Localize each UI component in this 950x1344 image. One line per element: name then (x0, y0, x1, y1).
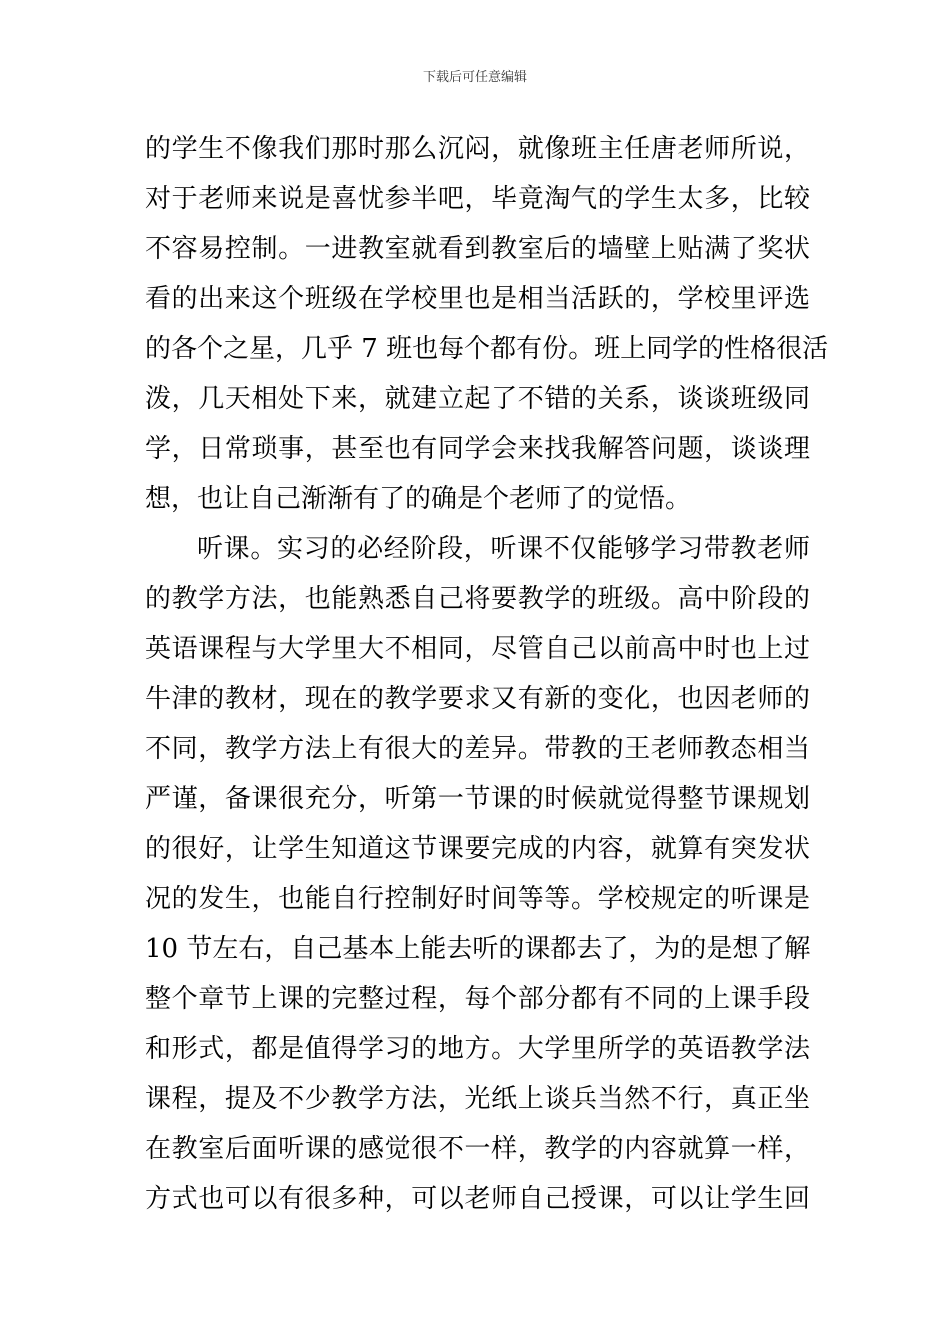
text-line: 对于老师来说是喜忧参半吧，毕竟淘气的学生太多，比较 (145, 184, 810, 214)
text-line: 不同，教学方法上有很大的差异。带教的王老师教态相当 (145, 734, 810, 764)
text-line: 在教室后面听课的感觉很不一样，教学的内容就算一样， (145, 1134, 810, 1164)
text-line: 严谨，备课很充分，听第一节课的时候就觉得整节课规划 (145, 784, 810, 814)
text-line: 的学生不像我们那时那么沉闷，就像班主任唐老师所说， (145, 134, 810, 164)
text-line: 英语课程与大学里大不相同，尽管自己以前高中时也上过 (145, 634, 810, 664)
text-line: 泼，几天相处下来，就建立起了不错的关系，谈谈班级同 (145, 384, 810, 414)
paragraph-2 (145, 524, 810, 1224)
text-line: 看的出来这个班级在学校里也是相当活跃的，学校里评选 (145, 284, 810, 314)
text-line: 课程，提及不少教学方法，光纸上谈兵当然不行，真正坐 (145, 1084, 810, 1114)
document-body (145, 124, 829, 1224)
text-line: 听课。实习的必经阶段，听课不仅能够学习带教老师 (197, 534, 810, 564)
text-line: 的教学方法，也能熟悉自己将要教学的班级。高中阶段的 (145, 584, 810, 614)
text-line: 方式也可以有很多种，可以老师自己授课，可以让学生回 (145, 1184, 810, 1214)
text-line: 牛津的教材，现在的教学要求又有新的变化，也因老师的 (145, 684, 810, 714)
text-line: 10 节左右，自己基本上能去听的课都去了，为的是想了解 (145, 934, 811, 964)
text-line: 的很好，让学生知道这节课要完成的内容，就算有突发状 (145, 834, 810, 864)
text-line: 不容易控制。一进教室就看到教室后的墙壁上贴满了奖状 (145, 234, 810, 264)
text-line: 整个章节上课的完整过程，每个部分都有不同的上课手段 (145, 984, 810, 1014)
text-line: 况的发生，也能自行控制好时间等等。学校规定的听课是 (145, 884, 810, 914)
text-line: 想，也让自己渐渐有了的确是个老师了的觉悟。 (145, 484, 692, 514)
text-line: 学，日常琐事，甚至也有同学会来找我解答问题，谈谈理 (145, 434, 810, 464)
text-line: 的各个之星，几乎 7 班也每个都有份。班上同学的性格很活 (145, 334, 829, 364)
paragraph-1 (145, 124, 829, 524)
text-line: 和形式，都是值得学习的地方。大学里所学的英语教学法 (145, 1034, 810, 1064)
page-header: 下载后可任意编辑 (422, 70, 527, 85)
